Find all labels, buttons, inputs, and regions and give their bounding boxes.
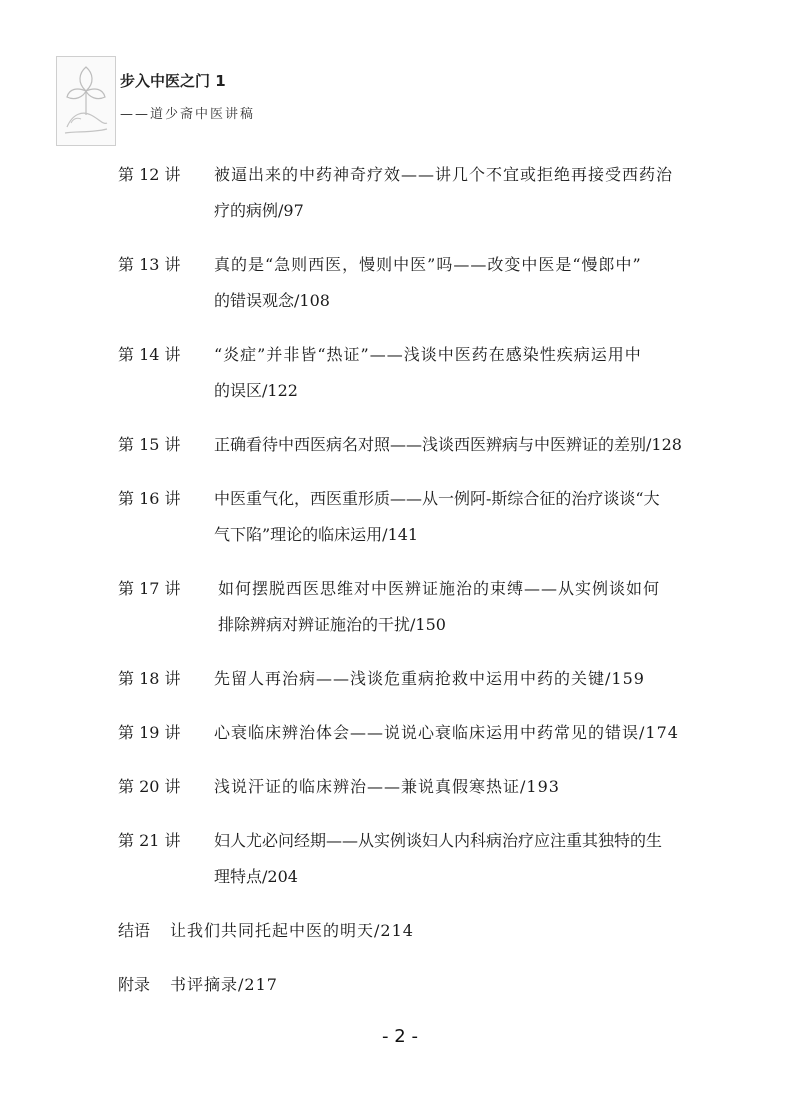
toc-entry-appendix [118, 967, 708, 1003]
toc-entry-title-cont: 疗的病例/97 [214, 201, 304, 220]
toc-entry-title: 心衰临床辨治体会——说说心衰临床运用中药常见的错误/174 [214, 723, 679, 742]
toc-entry-16 [118, 481, 708, 553]
toc-entry-title: 让我们共同托起中医的明天/214 [170, 921, 414, 940]
toc-entry-title-cont: 气下陷”理论的临床运用/141 [214, 525, 419, 544]
toc-entry-19 [118, 715, 708, 751]
table-of-contents [118, 157, 708, 1021]
toc-entry-20 [118, 769, 708, 805]
toc-entry-label: 第 13 讲 [118, 255, 181, 274]
toc-entry-17 [118, 571, 708, 643]
toc-entry-18 [118, 661, 708, 697]
toc-entry-14 [118, 337, 708, 409]
toc-entry-title: 正确看待中西医病名对照——浅谈西医辨病与中医辨证的差别/128 [214, 435, 682, 454]
toc-entry-title-cont: 的误区/122 [214, 381, 298, 400]
toc-entry-title: 浅说汗证的临床辨治——兼说真假寒热证/193 [214, 777, 560, 796]
toc-entry-label: 第 12 讲 [118, 165, 181, 184]
toc-entry-conclusion [118, 913, 708, 949]
toc-entry-label: 第 16 讲 [118, 489, 181, 508]
toc-entry-title-cont: 排除辨病对辨证施治的干扰/150 [218, 615, 446, 634]
toc-entry-title-cont: 的错误观念/108 [214, 291, 330, 310]
toc-entry-title: 书评摘录/217 [170, 975, 278, 994]
toc-entry-21 [118, 823, 708, 895]
toc-entry-12 [118, 157, 708, 229]
toc-entry-title-cont: 理特点/204 [214, 867, 298, 886]
lotus-hand-icon [57, 57, 115, 145]
toc-entry-label: 第 19 讲 [118, 723, 181, 742]
toc-entry-label: 第 18 讲 [118, 669, 181, 688]
toc-entry-label: 第 20 讲 [118, 777, 181, 796]
book-title: 步入中医之门 1 [120, 72, 226, 90]
page-number: - 2 - [382, 1026, 418, 1047]
toc-entry-15 [118, 427, 708, 463]
toc-entry-label: 第 17 讲 [118, 579, 181, 598]
lotus-logo [56, 56, 116, 146]
toc-entry-title: “炎症”并非皆“热证”——浅谈中医药在感染性疾病运用中 [214, 345, 642, 364]
toc-entry-title: 真的是“急则西医，慢则中医”吗——改变中医是“慢郎中” [214, 255, 642, 274]
toc-entry-label: 附录 [118, 975, 151, 994]
running-header [56, 56, 356, 146]
toc-entry-label: 结语 [118, 921, 151, 940]
book-subtitle: ——道少斋中医讲稿 [120, 107, 256, 122]
toc-entry-13 [118, 247, 708, 319]
toc-entry-label: 第 15 讲 [118, 435, 181, 454]
toc-entry-label: 第 21 讲 [118, 831, 181, 850]
toc-entry-title: 如何摆脱西医思维对中医辨证施治的束缚——从实例谈如何 [218, 579, 661, 598]
toc-entry-title: 妇人尤必问经期——从实例谈妇人内科病治疗应注重其独特的生 [214, 831, 663, 850]
toc-entry-title: 被逼出来的中药神奇疗效——讲几个不宜或拒绝再接受西药治 [214, 165, 674, 184]
toc-entry-label: 第 14 讲 [118, 345, 181, 364]
toc-entry-title: 先留人再治病——浅谈危重病抢救中运用中药的关键/159 [214, 669, 645, 688]
toc-entry-title: 中医重气化，西医重形质——从一例阿-斯综合征的治疗谈谈“大 [214, 489, 660, 508]
